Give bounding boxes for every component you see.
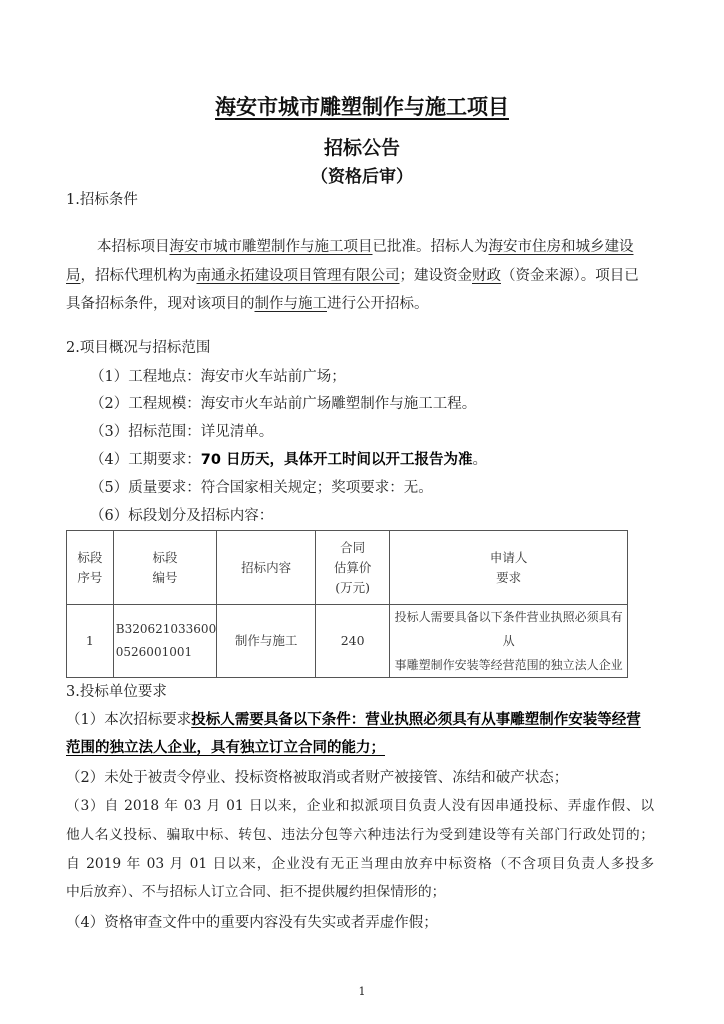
header-cell-price	[316, 531, 390, 605]
section-1-heading: 1.招标条件	[66, 192, 138, 208]
cell-seq: 1	[67, 605, 114, 678]
requirement-text: 事雕塑制作安装等经营范围的独立法人企业	[394, 658, 623, 672]
header-text: 申请人	[489, 549, 528, 565]
header-text: 要求	[496, 569, 522, 585]
project-title: 海安市城市雕塑制作与施工项目	[215, 95, 509, 119]
section-2-item-3: （3）招标范围：详见清单。	[90, 424, 274, 440]
section-3-item-4: （4）资格审查文件中的重要内容没有失实或者弄虚作假；	[66, 915, 438, 931]
section-1-line-3	[66, 297, 429, 312]
header-cell-requirement	[390, 531, 628, 605]
text: 本招标项目	[97, 239, 170, 255]
header-cell-seq	[67, 531, 114, 605]
section-2-item-2: （2）工程规模：海安市火车站前广场雕塑制作与施工工程。	[90, 396, 477, 412]
text: （1）本次招标要求	[66, 712, 192, 728]
text: ，招标代理机构为	[80, 268, 197, 284]
tenderer-name-end: 局	[66, 268, 81, 284]
tender-scope: 制作与施工	[254, 296, 327, 312]
header-text: 标段	[152, 549, 178, 565]
header-text: (万元)	[335, 579, 371, 595]
requirement-text: 投标人需要具备以下条件营业执照必须具有从	[394, 610, 623, 648]
notice-subtitle: （资格后审）	[311, 167, 413, 187]
section-3-item-3-line-2: 他人名义投标、骗取中标、转包、违法分包等六种违法行为受到建设等有关部门行政处罚的；	[66, 827, 654, 843]
section-3-heading: 3.投标单位要求	[66, 684, 167, 700]
section-3-item-2: （2）未处于被责令停业、投标资格被取消或者财产被接管、冻结和破产状态；	[66, 770, 569, 786]
fund-source: 财政	[472, 268, 501, 284]
header-text: 合同	[340, 539, 366, 555]
project-name: 海安市城市雕塑制作与施工项目	[169, 239, 373, 255]
section-2-item-6: （6）标段划分及招标内容：	[90, 508, 274, 524]
section-3-item-3-line-1: （3）自 2018 年 03 月 01 日以来，企业和拟派项目负责人没有因串通投标、弄虚作假、以	[66, 798, 654, 814]
text: 。	[472, 452, 487, 468]
header-cell-content	[217, 531, 316, 605]
section-2-item-5: （5）质量要求：符合国家相关规定；奖项要求：无。	[90, 480, 433, 496]
header-text: 序号	[77, 569, 103, 585]
header-text: 招标内容	[241, 559, 292, 575]
cell-code	[113, 605, 216, 678]
text: ；建设资金	[399, 268, 472, 284]
section-3-item-1-line-2	[66, 741, 385, 756]
section-3-item-3-line-3: 自 2019 年 03 月 01 日以来，企业没有无正当理由放弃中标资格（不含项目负责人多投多	[66, 856, 654, 872]
bidder-requirement: 投标人需要具备以下条件：营业执照必须具有从事雕塑制作安装等经营	[191, 712, 641, 728]
text: （资金来源）。项目已	[501, 268, 639, 284]
section-2-heading: 2.项目概况与招标范围	[66, 340, 211, 356]
section-2-item-4	[90, 453, 487, 468]
cell-requirement	[390, 605, 628, 678]
section-3-item-3-line-4: 中后放弃）、不与招标人订立合同、拒不提供履约担保情形的；	[66, 884, 446, 900]
notice-title: 招标公告	[323, 137, 400, 159]
text: 进行公开招标。	[327, 296, 429, 312]
code-text: B320621033600	[115, 622, 217, 637]
table-header-row	[67, 531, 628, 605]
text: 已批准。招标人为	[372, 239, 489, 255]
tenderer-name: 海安市住房和城乡建设	[488, 239, 634, 255]
header-text: 标段	[77, 549, 103, 565]
header-text: 估算价	[333, 559, 372, 575]
section-1-line-2	[66, 269, 639, 284]
agency-name: 南通永拓建设项目管理有限公司	[196, 268, 400, 284]
header-text: 编号	[152, 569, 178, 585]
section-1-line-1	[97, 240, 634, 255]
bidder-requirement-end: 范围的独立法人企业，具有独立订立合同的能力；	[66, 740, 385, 756]
tender-section-table	[66, 530, 628, 678]
text: 具备招标条件，现对该项目的	[66, 296, 255, 312]
section-2-item-1: （1）工程地点：海安市火车站前广场；	[90, 369, 346, 385]
page-number: 1	[358, 985, 366, 998]
table-row	[67, 605, 628, 678]
duration-requirement: 70 日历天，具体开工时间以开工报告为准	[200, 452, 473, 468]
cell-price: 240	[316, 605, 390, 678]
section-3-item-1-line-1	[66, 713, 641, 728]
code-text: 0526001001	[115, 645, 193, 659]
cell-content: 制作与施工	[217, 605, 316, 678]
text: （4）工期要求：	[90, 452, 201, 468]
header-cell-code	[113, 531, 216, 605]
